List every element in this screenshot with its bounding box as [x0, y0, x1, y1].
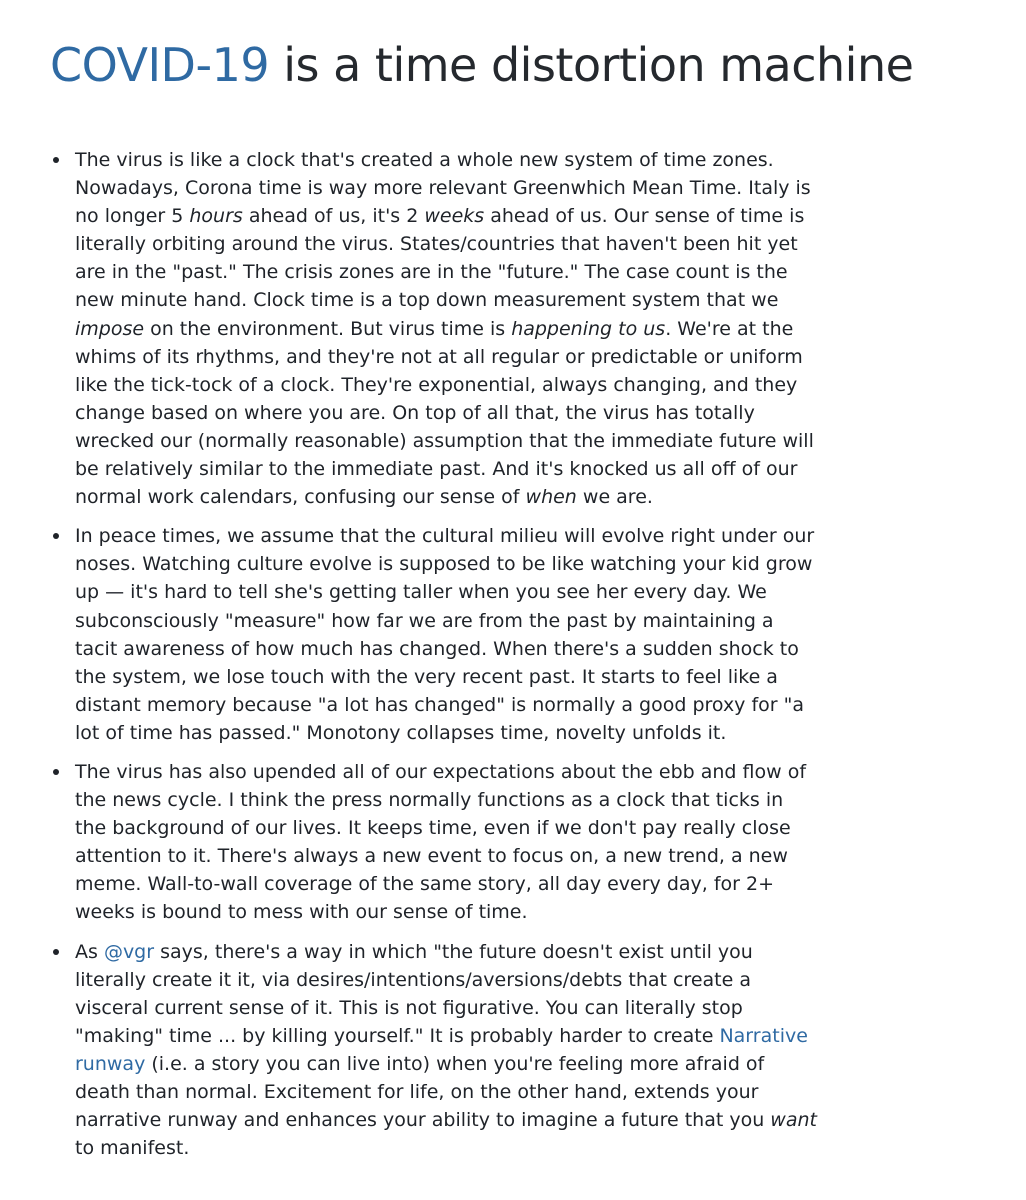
emphasis-text: hours	[189, 205, 243, 228]
text-segment: like the tick-tock of a clock. They're exponential, always changing, and they	[75, 373, 798, 396]
text-segment: normal work calendars, confusing our sense of	[75, 486, 526, 509]
text-line	[75, 1106, 817, 1134]
text-segment: visceral current sense of it. This is not figurative. You can literally stop	[75, 996, 743, 1019]
text-line	[75, 483, 810, 511]
text-line	[75, 202, 810, 230]
text-segment: In peace times, we assume that the cultural milieu will evolve right under our	[75, 525, 815, 548]
text-line	[75, 578, 810, 606]
text-line	[75, 966, 810, 994]
list-item	[75, 146, 814, 511]
text-line	[75, 870, 810, 898]
text-segment: lot of time has passed." Monotony collapses time, novelty unfolds it.	[75, 721, 727, 744]
text-segment: meme. Wall-to-wall coverage of the same story, all day every day, for 2+	[75, 873, 775, 896]
text-line	[75, 1022, 810, 1050]
text-line	[75, 286, 810, 314]
text-line	[75, 607, 810, 635]
emphasis-text: want	[770, 1109, 817, 1132]
text-segment: the background of our lives. It keeps time, even if we don't pay really close	[75, 817, 791, 840]
text-line	[75, 938, 810, 966]
text-line	[75, 1078, 810, 1106]
text-segment: "making" time ... by killing yourself." It is probably harder to create	[75, 1024, 720, 1047]
title-text: is a time distortion machine	[269, 38, 914, 92]
text-line	[75, 842, 810, 870]
text-line	[75, 146, 810, 174]
text-line	[75, 230, 810, 258]
text-segment: tacit awareness of how much has changed. When there's a sudden shock to	[75, 637, 799, 660]
text-line	[75, 814, 810, 842]
text-line	[75, 691, 810, 719]
text-line	[75, 258, 810, 286]
text-line	[75, 1050, 810, 1078]
bullet-list	[0, 146, 1026, 1173]
text-segment: noses. Watching culture evolve is supposed to be like watching your kid grow	[75, 553, 813, 576]
text-line	[75, 455, 810, 483]
text-segment: The virus has also upended all of our expectations about the ebb and flow of	[75, 760, 807, 783]
covid-19-title-link[interactable]: COVID-19	[50, 38, 270, 92]
text-line	[75, 719, 810, 747]
text-line	[75, 1134, 810, 1162]
text-segment: death than normal. Excitement for life, on the other hand, extends your	[75, 1081, 759, 1103]
text-segment: wrecked our (normally reasonable) assumption that the immediate future will	[75, 429, 814, 452]
text-segment: new minute hand. Clock time is a top down measurement system that we	[75, 289, 779, 312]
text-segment: attention to it. There's always a new event to focus on, a new trend, a new	[75, 845, 788, 868]
inline-link[interactable]: runway	[75, 1052, 146, 1075]
text-line	[75, 786, 810, 814]
inline-link[interactable]: Narrative	[719, 1024, 808, 1047]
text-segment: the news cycle. I think the press normally functions as a clock that ticks in	[75, 789, 784, 812]
text-line	[75, 174, 810, 202]
text-segment: we are.	[576, 486, 653, 509]
text-line	[75, 399, 810, 427]
text-segment: narrative runway and enhances your ability to imagine a future that you	[75, 1109, 771, 1132]
text-segment: says, there's a way in which "the future doesn't exist until you	[154, 940, 753, 963]
list-item	[75, 522, 815, 747]
text-line	[75, 663, 810, 691]
emphasis-text: weeks	[424, 205, 485, 228]
text-segment: no longer 5	[75, 205, 190, 228]
text-segment: whims of its rhythms, and they're not at all regular or predictable or uniform	[75, 345, 803, 368]
emphasis-text: impose	[75, 317, 145, 340]
text-line	[75, 898, 810, 926]
text-segment: on the environment. But virus time is	[144, 317, 512, 340]
text-line	[75, 758, 810, 786]
text-segment: The virus is like a clock that's created a whole new system of time zones.	[75, 149, 774, 171]
text-segment: literally create it it, via desires/intentions/aversions/debts that create a	[75, 968, 751, 991]
text-segment: change based on where you are. On top of all that, the virus has totally	[75, 401, 755, 424]
text-segment: ahead of us, it's 2	[242, 205, 425, 228]
text-segment: Nowadays, Corona time is way more relevant Greenwhich Mean Time. Italy is	[75, 177, 811, 200]
text-segment: distant memory because "a lot has changed" is normally a good proxy for "a	[75, 693, 805, 716]
inline-link[interactable]: @vgr	[103, 940, 155, 963]
text-segment: (i.e. a story you can live into) when you're feeling more afraid of	[145, 1052, 765, 1075]
text-segment: weeks is bound to mess with our sense of time.	[75, 901, 528, 924]
text-segment: subconsciously "measure" how far we are from the past by maintaining a	[75, 609, 774, 632]
text-segment: As	[75, 940, 104, 963]
text-segment: the system, we lose touch with the very recent past. It starts to feel like a	[75, 665, 778, 688]
text-segment: literally orbiting around the virus. States/countries that haven't been hit yet	[75, 233, 798, 256]
page-title	[50, 30, 913, 100]
text-segment: be relatively similar to the immediate past. And it's knocked us all off of our	[75, 458, 798, 481]
text-line	[75, 522, 815, 550]
text-segment: to manifest.	[75, 1137, 190, 1160]
text-line	[75, 343, 810, 371]
text-line	[75, 315, 810, 343]
text-line	[75, 635, 810, 663]
list-item	[75, 938, 817, 1163]
emphasis-text: when	[525, 486, 577, 509]
text-line	[75, 427, 814, 455]
emphasis-text: happening to us	[511, 317, 666, 340]
text-line	[75, 994, 810, 1022]
text-line	[75, 371, 810, 399]
text-line	[75, 550, 813, 578]
list-item	[75, 758, 810, 927]
text-segment: . We're at the	[665, 317, 794, 340]
text-segment: ahead of us. Our sense of time is	[484, 205, 805, 228]
text-segment: up — it's hard to tell she's getting taller when you see her every day. We	[75, 581, 767, 604]
text-segment: are in the "past." The crisis zones are in the "future." The case count is the	[75, 261, 788, 284]
